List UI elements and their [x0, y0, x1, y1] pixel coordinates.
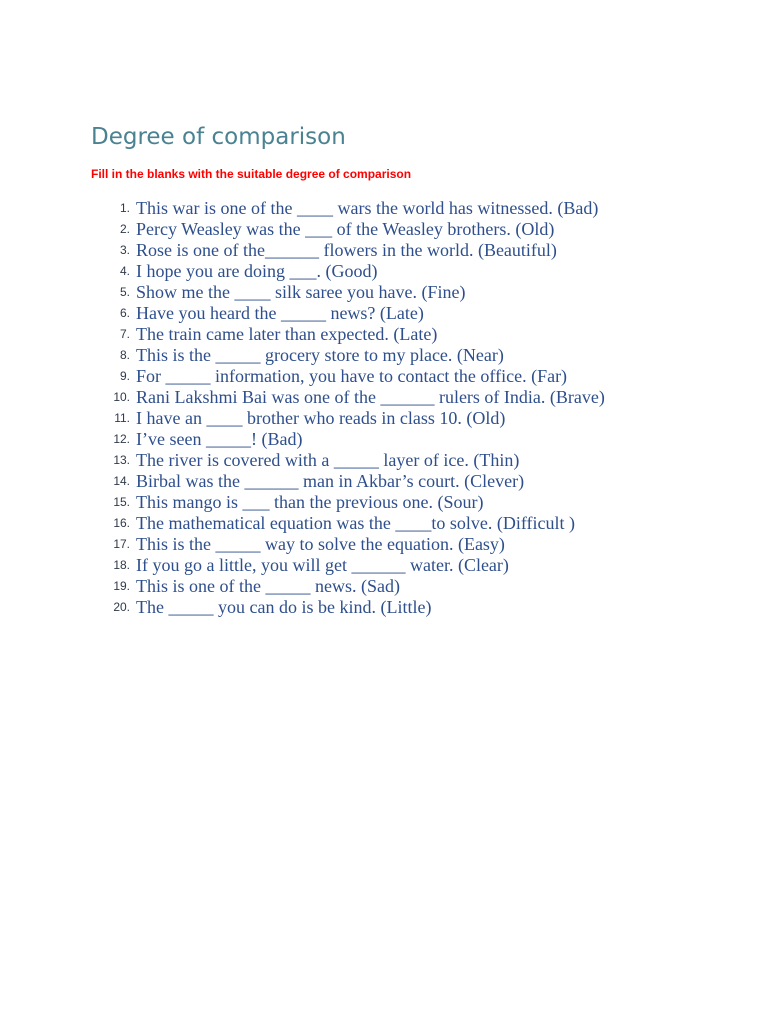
exercise-item — [113, 576, 696, 597]
exercise-number: 2. — [119, 222, 130, 236]
exercise-text: If you go a little, you will get ______ water. (Clear) — [136, 555, 509, 575]
exercise-text: This war is one of the ____ wars the world has witnessed. (Bad) — [136, 198, 599, 218]
exercise-text: Percy Weasley was the ___ of the Weasley brothers. (Old) — [136, 219, 555, 239]
exercise-text: This mango is ___ than the previous one. (Sour) — [136, 492, 484, 512]
exercise-text: I have an ____ brother who reads in class 10. (Old) — [136, 408, 506, 428]
exercise-number: 14. — [113, 474, 130, 488]
exercise-text: Rani Lakshmi Bai was one of the ______ rulers of India. (Brave) — [136, 387, 605, 407]
exercise-number: 10. — [113, 390, 130, 404]
exercise-text: The mathematical equation was the ____to solve. (Difficult ) — [136, 513, 576, 533]
exercise-number: 15. — [113, 495, 130, 509]
exercise-item — [113, 555, 696, 576]
exercise-item — [113, 450, 696, 471]
instruction-text: Fill in the blanks with the suitable degree of comparison — [91, 167, 412, 181]
exercise-number: 20. — [113, 600, 130, 614]
exercise-item — [113, 492, 696, 513]
exercise-number: 4. — [119, 264, 130, 278]
exercise-number: 19. — [113, 579, 130, 593]
exercise-item — [119, 303, 696, 324]
exercise-number: 18. — [113, 558, 130, 572]
exercise-item — [119, 219, 696, 240]
exercise-number: 7. — [119, 327, 130, 341]
exercise-number: 17. — [113, 537, 130, 551]
exercise-item — [113, 471, 696, 492]
exercise-text: Show me the ____ silk saree you have. (Fine) — [136, 282, 466, 302]
exercise-number: 5. — [119, 285, 130, 299]
exercise-text: For _____ information, you have to contact the office. (Far) — [136, 366, 568, 386]
exercise-number: 6. — [119, 306, 130, 320]
exercise-text: This is the _____ way to solve the equation. (Easy) — [136, 534, 505, 554]
exercise-item — [113, 534, 696, 555]
exercise-text: Have you heard the _____ news? (Late) — [136, 303, 424, 323]
exercise-item — [113, 513, 696, 534]
exercise-text: The river is covered with a _____ layer of ice. (Thin) — [136, 450, 520, 470]
exercise-item — [114, 408, 696, 429]
exercise-text: Rose is one of the______ flowers in the world. (Beautiful) — [136, 240, 557, 260]
exercise-item — [119, 261, 696, 282]
exercise-number: 9. — [119, 369, 130, 383]
exercise-item — [119, 198, 696, 219]
exercise-text: The train came later than expected. (Late) — [136, 324, 438, 344]
exercise-text: This is the _____ grocery store to my place. (Near) — [136, 345, 504, 365]
exercise-number: 3. — [119, 243, 130, 257]
exercise-number: 1. — [119, 201, 130, 215]
exercise-number: 13. — [113, 453, 130, 467]
exercise-number: 11. — [114, 411, 130, 425]
exercise-item — [119, 366, 696, 387]
page-title: Degree of comparison — [91, 124, 346, 150]
exercise-item — [119, 345, 696, 366]
exercise-text: I hope you are doing ___. (Good) — [136, 261, 378, 281]
exercise-text: This is one of the _____ news. (Sad) — [136, 576, 400, 596]
exercise-list — [113, 198, 696, 618]
exercise-item — [113, 597, 696, 618]
exercise-item — [113, 387, 696, 408]
exercise-number: 12. — [113, 432, 130, 446]
exercise-text: Birbal was the ______ man in Akbar’s court. (Clever) — [136, 471, 525, 491]
exercise-text: I’ve seen _____! (Bad) — [136, 429, 303, 449]
exercise-item — [119, 282, 696, 303]
exercise-number: 16. — [113, 516, 130, 530]
exercise-item — [119, 240, 696, 261]
exercise-text: The _____ you can do is be kind. (Little) — [136, 597, 432, 617]
exercise-item — [119, 324, 696, 345]
exercise-item — [113, 429, 696, 450]
exercise-number: 8. — [119, 348, 130, 362]
